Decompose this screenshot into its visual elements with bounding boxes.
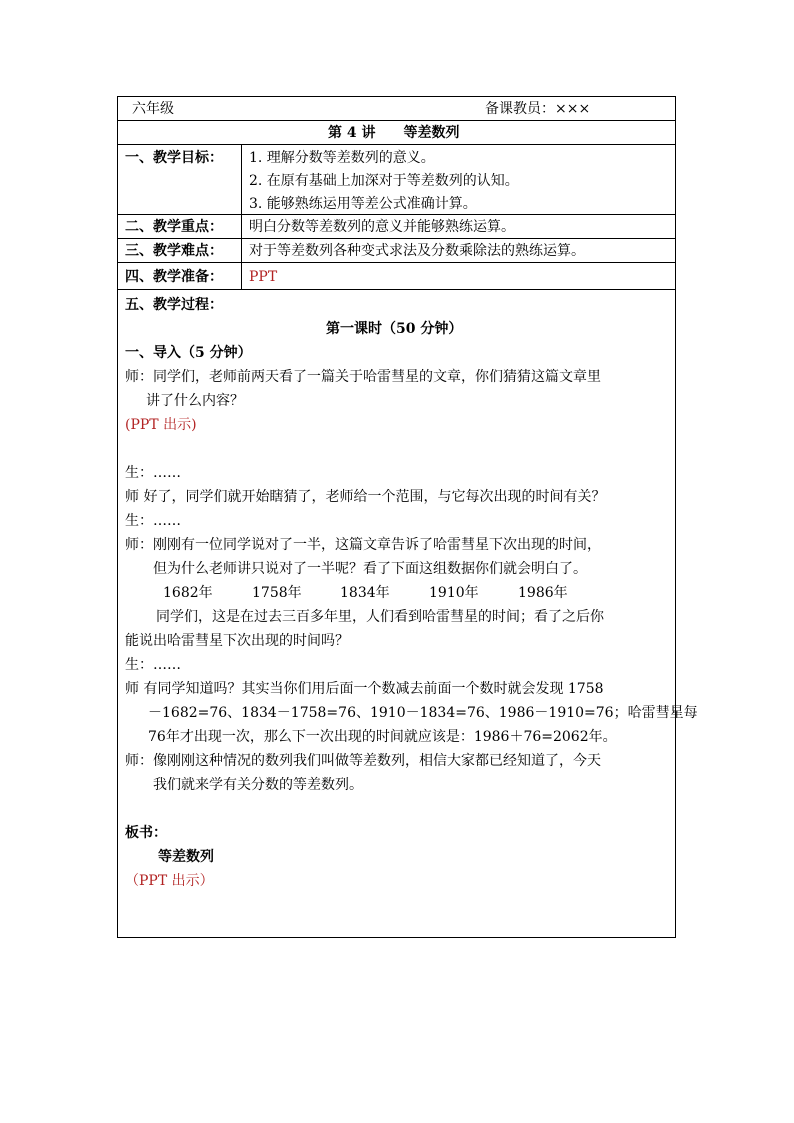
key-points-label: 二、教学重点：	[125, 219, 223, 235]
year-item: 1758年	[252, 585, 302, 601]
key-points-row	[118, 215, 675, 239]
preparation-row	[118, 263, 675, 290]
column-divider	[241, 239, 242, 262]
student-line: 生：……	[125, 657, 181, 673]
difficulties-text: 对于等差数列各种变式求法及分数乘除法的熟练运算。	[249, 243, 585, 259]
teacher-line: 师：像刚刚这种情况的数列我们叫做等差数列，相信大家都已经知道了，今天	[125, 753, 601, 769]
preparation-label: 四、教学准备：	[125, 269, 223, 285]
teacher-line: 76年才出现一次，那么下一次出现的时间就应该是：1986＋76=2062年。	[148, 729, 617, 745]
difficulties-label: 三、教学难点：	[125, 243, 223, 259]
objectives-row	[118, 145, 675, 215]
teacher-line: 讲了什么内容？	[146, 393, 244, 409]
period-heading: 第一课时（50 分钟）	[326, 321, 463, 337]
intro-heading: 一、导入（5 分钟）	[125, 345, 252, 361]
teacher-line: 师：刚刚有一位同学说对了一半，这篇文章告诉了哈雷彗星下次出现的时间，	[125, 537, 601, 553]
difficulties-row	[118, 239, 675, 263]
objective-item: 1. 理解分数等差数列的意义。	[249, 150, 435, 166]
grade-label: 六年级	[132, 101, 174, 117]
key-points-text: 明白分数等差数列的意义并能够熟练运算。	[249, 219, 515, 235]
ppt-note: （PPT 出示）	[125, 873, 214, 889]
column-divider	[241, 145, 242, 214]
teacher-line: 但为什么老师讲只说对了一半呢？看了下面这组数据你们就会明白了。	[153, 561, 587, 577]
board-label: 板书：	[125, 825, 167, 841]
ppt-note: (PPT 出示)	[125, 417, 197, 433]
header-row	[118, 97, 675, 121]
process-label: 五、教学过程：	[125, 297, 223, 313]
teacher-line: 同学们，这是在过去三百多年里，人们看到哈雷彗星的时间；看了之后你	[156, 609, 604, 625]
board-title: 等差数列	[158, 849, 214, 865]
year-item: 1834年	[340, 585, 390, 601]
lesson-title: 第 4 讲 等差数列	[328, 125, 460, 141]
year-item: 1986年	[518, 585, 568, 601]
teacher-line: 师 好了，同学们就开始瞎猜了，老师给一个范围，与它每次出现的时间有关？	[125, 489, 606, 505]
preparation-text: PPT	[249, 269, 278, 285]
student-line: 生：……	[125, 465, 181, 481]
title-row	[118, 121, 675, 145]
year-item: 1910年	[429, 585, 479, 601]
preparer-label: 备课教员：×××	[485, 101, 591, 117]
teacher-line: 师：同学们，老师前两天看了一篇关于哈雷彗星的文章，你们猜猜这篇文章里	[125, 369, 601, 385]
objective-item: 3. 能够熟练运用等差公式准确计算。	[249, 196, 477, 212]
teacher-line: 我们就来学有关分数的等差数列。	[153, 777, 363, 793]
student-line: 生：……	[125, 513, 181, 529]
teacher-line: 能说出哈雷彗星下次出现的时间吗？	[125, 633, 349, 649]
objectives-label: 一、教学目标：	[125, 150, 223, 166]
teacher-line: 师 有同学知道吗？其实当你们用后面一个数减去前面一个数时就会发现 1758	[125, 681, 604, 697]
lesson-plan-table	[117, 96, 698, 938]
objective-item: 2. 在原有基础上加深对于等差数列的认知。	[249, 173, 519, 189]
year-item: 1682年	[163, 585, 213, 601]
column-divider	[241, 263, 242, 289]
column-divider	[241, 215, 242, 238]
teacher-line: －1682=76、1834－1758=76、1910－1834=76、1986－1910=76；哈雷彗星每	[148, 705, 698, 721]
